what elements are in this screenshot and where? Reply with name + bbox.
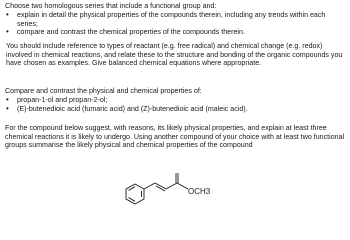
benzene-ring bbox=[126, 184, 144, 204]
carbon-chain bbox=[144, 173, 188, 191]
guidance-text: You should include reference to types of reactant (e.g. free radical) and chemical change (e.g. redox) involved in chemical reactions, and relate these to the structure and bonding of the organic compounds you have chosen as examples. Give balanced chemical equations where appropriate. bbox=[6, 42, 343, 68]
task-item: • compare and contrast the chemical properties of the compounds therein. bbox=[5, 28, 346, 37]
compare-list bbox=[5, 96, 346, 113]
molecular-structure-diagram bbox=[118, 164, 228, 208]
methoxy-label: OCH3 bbox=[188, 187, 211, 196]
task-list bbox=[5, 11, 346, 37]
task-item: • explain in detail the physical properties of the compounds therein, including any trends within each series; bbox=[5, 11, 346, 28]
intro-text: Choose two homologous series that include a functional group and: bbox=[5, 2, 217, 10]
final-task-text: For the compound below suggest, with reasons, its likely physical properties, and explain at least three chemical reactions it is likely to undergo. Using another compound of your choice with at least two functional groups summarise the likely physical and chemical properties of the compound bbox=[5, 124, 345, 150]
compare-item: • propan-1-ol and propan-2-ol; bbox=[5, 96, 346, 105]
compare-intro-text: Compare and contrast the physical and chemical properties of: bbox=[5, 87, 202, 95]
compare-item: • (E)-butenedioic acid (fumaric acid) and (Z)-butenedioic acid (maleic acid). bbox=[5, 105, 346, 114]
